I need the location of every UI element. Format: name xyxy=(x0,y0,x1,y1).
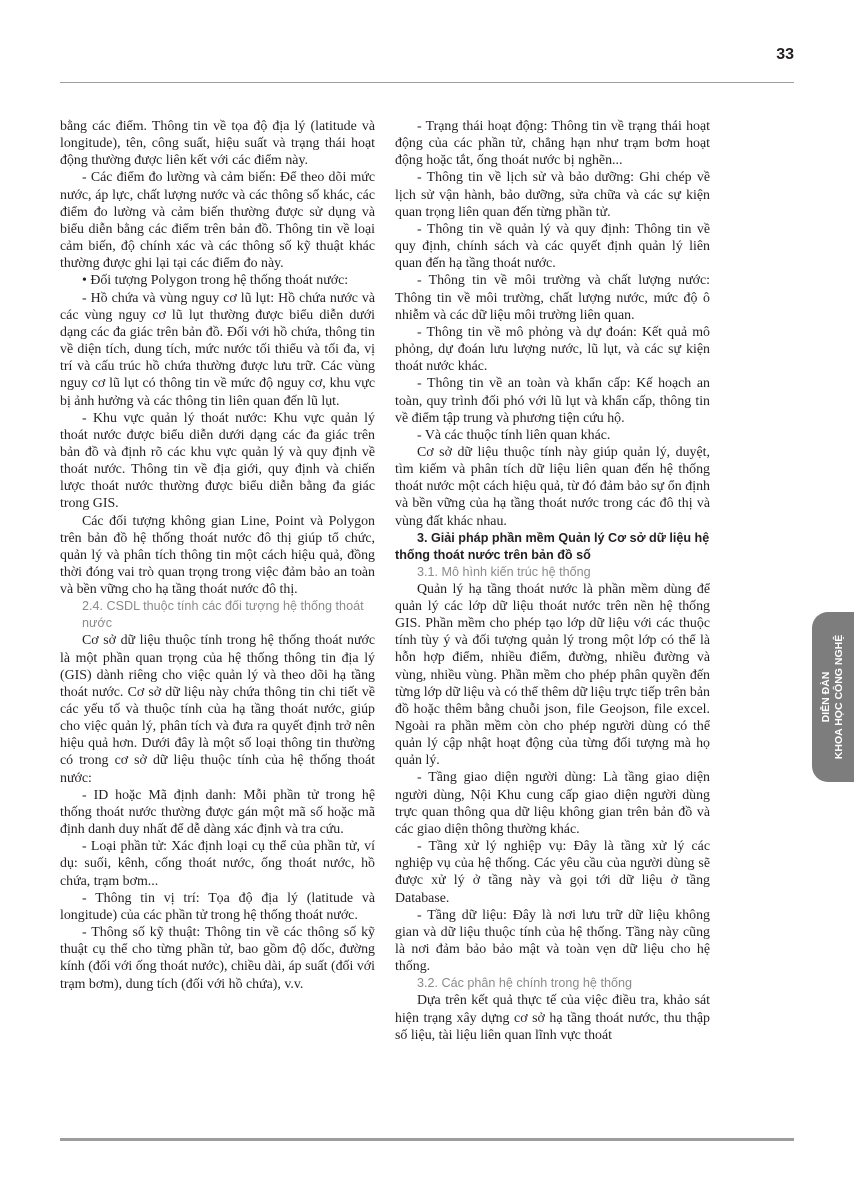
paragraph: - Tầng xử lý nghiệp vụ: Đây là tầng xử lý các nghiệp vụ của hệ thống. Các yêu cầu của người dùng sẽ được xử lý ở tầng này và gọi tới dữ liệu ở tầng Database. xyxy=(395,839,710,906)
side-tab-label xyxy=(820,635,846,759)
paragraph: Các đối tượng không gian Line, Point và Polygon trên bản đồ hệ thống thoát nước đô thị giúp tổ chức, quản lý và phân tích thông tin một cách hiệu quả, đồng thời đóng vai trò quan trọng trong việc đảm bảo an toàn và bền vững cho hạ tầng thoát nước đô thị. xyxy=(60,513,375,598)
paragraph: - Hồ chứa và vùng nguy cơ lũ lụt: Hồ chứa nước và các vùng nguy cơ lũ lụt thường được biểu diễn dưới dạng các đa giác trên bản đồ. Đối với hồ chứa, thông tin về diện tích, dung tích, mức nước tối thiểu và tối đa, vị trí và cấu trúc hồ chứa thường được lưu trữ. Các vùng nguy cơ lũ lụt có thông tin về mức độ nguy cơ, khu vực bị ảnh hưởng và các thông tin liên quan đến lũ lụt. xyxy=(60,290,375,409)
paragraph: - Và các thuộc tính liên quan khác. xyxy=(417,427,611,443)
paragraph: - Khu vực quản lý thoát nước: Khu vực quản lý thoát nước được biểu diễn dưới dạng các đa giác trên bản đồ và định rõ các khu vực quản lý và quy định về thoát nước. Thông tin về địa giới, quy định và chiến lược thoát nước thường được biểu diễn bằng đa giác trong GIS. xyxy=(60,410,375,512)
paragraph: - Tầng giao diện người dùng: Là tầng giao diện người dùng, Nội Khu cung cấp giao diện người dùng trực quan thông qua dữ liệu không gian trên bản đồ và các giao diện thông thường khác. xyxy=(395,770,710,837)
paragraph: - Thông tin về an toàn và khẩn cấp: Kế hoạch an toàn, quy trình đối phó với lũ lụt và khẩn cấp, thông tin về điểm tập trung và phương tiện cứu hộ. xyxy=(395,376,710,426)
header-rule xyxy=(60,82,794,83)
footer-rule xyxy=(60,1138,794,1141)
paragraph: Cơ sở dữ liệu thuộc tính trong hệ thống thoát nước là một phần quan trọng của hệ thống thông tin địa lý (GIS) dành riêng cho việc quản lý và theo dõi hạ tầng thoát nước. Cơ sở dữ liệu này chứa thông tin chi tiết về các yếu tố và thuộc tính của hạ tầng thoát nước, giúp cho việc quản lý, phân tích và đưa ra quyết định trở nên hiệu quả hơn. Dưới đây là một số loại thông tin thường có trong cơ sở dữ liệu thuộc tính của hệ thống thoát nước: xyxy=(60,633,375,786)
side-tab-line-2: KHOA HỌC CÔNG NGHỆ xyxy=(833,634,845,760)
paragraph: - Các điểm đo lường và cảm biến: Để theo dõi mức nước, áp lực, chất lượng nước và các thông số khác, các điểm đo lường và cảm biến thường được sử dụng và biểu diễn bằng các điểm trên bản đồ. Thông tin về loại cảm biến, độ chính xác và các thông số kỹ thuật khác thường được ghi lại tại các điểm đo này. xyxy=(60,170,375,272)
paragraph: - ID hoặc Mã định danh: Mỗi phần tử trong hệ thống thoát nước thường được gán một mã số hoặc mã định danh duy nhất để dễ dàng xác định và tra cứu. xyxy=(60,787,375,838)
subsection-heading: 3.1. Mô hình kiến trúc hệ thống xyxy=(417,564,591,579)
paragraph: Dựa trên kết quả thực tế của việc điều tra, khảo sát hiện trạng xây dựng cơ sở hạ tầng thoát nước, thu thập số liệu, tài liệu liên quan lĩnh vực thoát xyxy=(395,993,710,1043)
paragraph: - Thông tin vị trí: Tọa độ địa lý (latitude và longitude) của các phần tử trong hệ thống thoát nước. xyxy=(60,890,375,923)
section-heading: 3. Giải pháp phần mềm Quản lý Cơ sở dữ liệu hệ thống thoát nước trên bản đồ số xyxy=(395,530,710,562)
left-column xyxy=(60,118,375,993)
paragraph: - Loại phần tử: Xác định loại cụ thể của phần tử, ví dụ: suối, kênh, cống thoát nước, ống thoát nước, hồ chứa, trạm bơm... xyxy=(60,839,375,889)
paragraph: Quản lý hạ tầng thoát nước là phần mềm dùng để quản lý các lớp dữ liệu thoát nước trên nền hệ thống GIS. Phần mềm cho phép tạo lớp dữ liệu với các thuộc tính tùy ý và đối tượng quản lý trong một lớp có thể là hỗn hợp điểm, nhiều điểm, đường, nhiều đường và vùng, nhiều vùng. Phần mềm cho phép phân quyền đến từng lớp dữ liệu và có thể thêm dữ liệu trực tiếp trên bản đồ hoặc thêm bằng chuỗi json, file Geojson, file excel. Ngoài ra phần mềm còn cho phép người dùng có thể quản lý cập nhật hoạt động của từng đối tượng mà họ quản lý. xyxy=(395,581,710,769)
page-number: 33 xyxy=(776,46,794,63)
subsection-heading: 3.2. Các phân hệ chính trong hệ thống xyxy=(417,976,632,991)
paragraph: - Trạng thái hoạt động: Thông tin về trạng thái hoạt động của các phần tử, chẳng hạn như trạm bơm hoạt động hoặc tắt, ống thoát nước bị nghẽn... xyxy=(395,119,710,169)
bullet-item: • Đối tượng Polygon trong hệ thống thoát nước: xyxy=(82,273,349,289)
subsection-heading: 2.4. CSDL thuộc tính các đối tượng hệ thống thoát nước xyxy=(82,599,364,631)
paragraph: Cơ sở dữ liệu thuộc tính này giúp quản lý, duyệt, tìm kiếm và phân tích dữ liệu liên quan đến hệ thống thoát nước một cách hiệu quả, từ đó đảm bảo sự ổn định và bền vững của hạ tầng thoát nước trong các đô thị và vùng đất khác nhau. xyxy=(395,444,710,529)
paragraph: - Tầng dữ liệu: Đây là nơi lưu trữ dữ liệu không gian và dữ liệu thuộc tính của hệ thống. Tầng này cũng là nơi đảm bảo bảo mật và toàn vẹn dữ liệu cho hệ thống. xyxy=(395,907,710,975)
paragraph: bằng các điểm. Thông tin về tọa độ địa lý (latitude và longitude), tên, công suất, hiệu suất và trạng thái hoạt động thường được liên kết với các điểm này. xyxy=(60,119,375,169)
paragraph: - Thông tin về mô phỏng và dự đoán: Kết quả mô phỏng, dự đoán lưu lượng nước, lũ lụt, và các sự kiện thoát nước khác. xyxy=(395,324,710,375)
paragraph: - Thông tin về lịch sử và bảo dưỡng: Ghi chép về lịch sử vận hành, bảo dưỡng, sửa chữa và các sự kiện quan trọng liên quan đến từng phần tử. xyxy=(395,170,710,220)
section-side-tab xyxy=(812,612,854,782)
right-column xyxy=(395,118,710,1044)
paragraph: - Thông tin về môi trường và chất lượng nước: Thông tin về môi trường, chất lượng nước, mức độ ô nhiễm và các dữ liệu môi trường liên quan. xyxy=(395,273,710,323)
paragraph: - Thông tin về quản lý và quy định: Thông tin về quy định, chính sách và các quyết định quản lý liên quan đến hạ tầng thoát nước. xyxy=(395,221,710,272)
side-tab-line-1: DIỄN ĐÀN xyxy=(820,671,832,723)
paragraph: - Thông số kỹ thuật: Thông tin về các thông số kỹ thuật cụ thể cho từng phần tử, bao gồm độ dốc, đường kính (đối với ống thoát nước), chiều dài, áp suất (đối với trạm bơm), dung tích (đối với hồ chứa), v.v. xyxy=(60,925,375,992)
